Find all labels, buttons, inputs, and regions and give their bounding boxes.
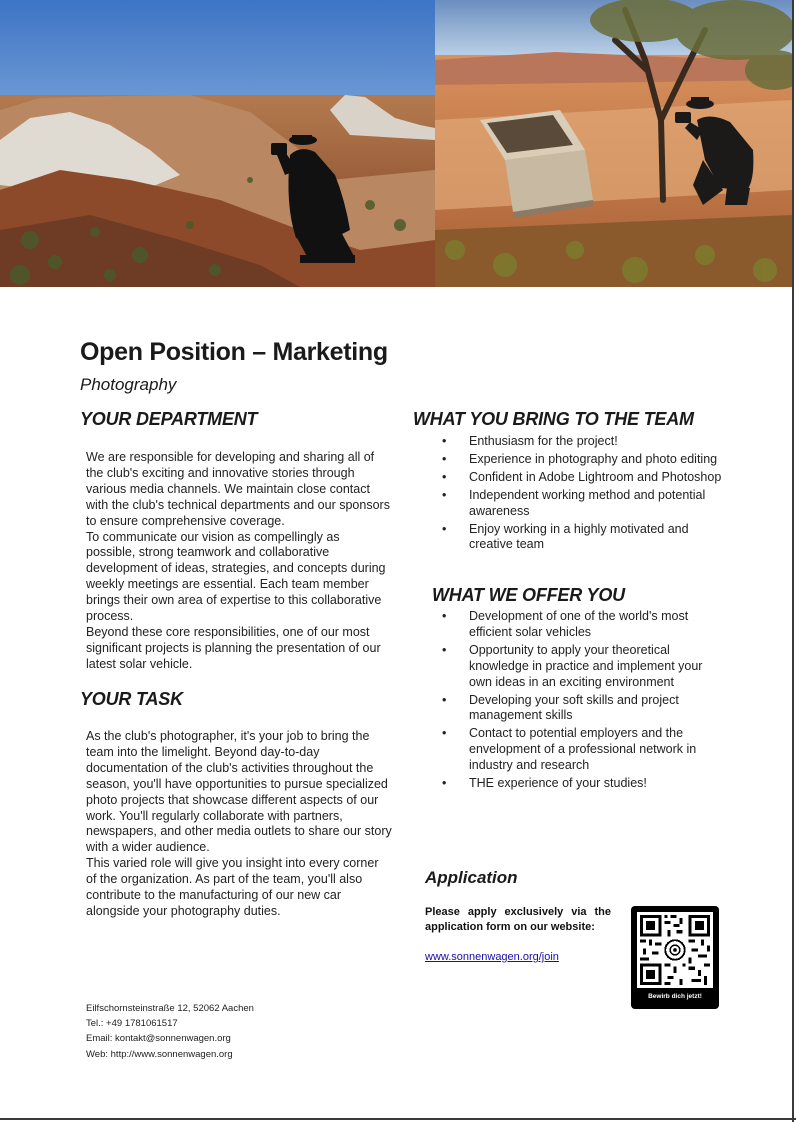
qr-caption: Bewirb dich jetzt! <box>648 993 702 1000</box>
list-item: • Independent working method and potential awareness <box>442 488 731 520</box>
offer-heading: WHAT WE OFFER YOU <box>432 585 625 605</box>
application-text: Please apply exclusively via the application form on our website: <box>425 906 611 933</box>
qr-code[interactable] <box>631 906 719 1009</box>
list-item: • Development of one of the world's most efficient solar vehicles <box>442 609 722 641</box>
bring-heading: WHAT YOU BRING TO THE TEAM <box>413 409 694 429</box>
qr-code-icon <box>637 912 713 988</box>
page-edge-bottom <box>0 1118 796 1120</box>
list-item: • Experience in photography and photo editing <box>442 452 742 468</box>
application-link[interactable]: www.sonnenwagen.org/join <box>425 951 559 963</box>
contact-email: Email: kontakt@sonnenwagen.org <box>86 1033 231 1045</box>
contact-web: Web: http://www.sonnenwagen.org <box>86 1048 233 1060</box>
task-text <box>86 729 392 920</box>
contact-address: Eilfschornsteinstraße 12, 52062 Aachen <box>86 1003 254 1014</box>
contact-block <box>86 1001 254 1062</box>
list-item: • Opportunity to apply your theoretical knowledge in practice and implement your own ideas in an exciting environment <box>442 643 722 691</box>
list-item: • Enjoy working in a highly motivated and creative team <box>442 522 719 554</box>
page-subtitle: Photography <box>80 375 177 394</box>
department-paragraph: To communicate our vision as compellingly as possible, strong teamwork and collaborative development of ideas, strategies, and concepts during weekly meetings are essential. Each team member brings their own area of expertise to this collaborative process. <box>86 529 386 624</box>
header-photo-left <box>0 0 435 287</box>
department-paragraph: Beyond these core responsibilities, one of our most significant projects is planning the presentation of our latest solar vehicle. <box>86 624 381 671</box>
list-item: • Confident in Adobe Lightroom and Photoshop <box>442 470 742 486</box>
application-heading: Application <box>425 868 518 887</box>
task-paragraph: As the club's photographer, it's your job to bring the team into the limelight. Beyond day-to-day documentation of the club's activities throughout the season, you'll have opportunities to pursue specialized photo projects that showcase different aspects of our work. You'll regularly collaborate with partners, newspapers, and other media outlets to share our story with a wider audience. <box>86 729 392 855</box>
department-text <box>86 450 392 673</box>
task-heading: YOUR TASK <box>80 689 183 709</box>
department-paragraph: We are responsible for developing and sharing all of the club's exciting and innovative stories through various media channels. We maintain close contact with the club's technical departments and our sponsors to ensure comprehensive coverage. <box>86 450 390 528</box>
bring-list <box>442 434 742 555</box>
offer-list <box>442 609 722 794</box>
list-item: • Contact to potential employers and the envelopment of a professional network in industry and research <box>442 726 722 774</box>
page-title: Open Position – Marketing <box>80 338 388 366</box>
list-item: • Enthusiasm for the project! <box>442 434 742 450</box>
list-item: • Developing your soft skills and project management skills <box>442 693 722 725</box>
list-item: • THE experience of your studies! <box>442 776 722 792</box>
department-heading: YOUR DEPARTMENT <box>80 409 258 429</box>
page-edge-right <box>792 0 794 1122</box>
task-paragraph: This varied role will give you insight into every corner of the organization. As part of the team, you'll also contribute to the manufacturing of our new car alongside your photography duties. <box>86 856 379 918</box>
header-photo-right <box>435 0 792 287</box>
contact-phone: Tel.: +49 1781061517 <box>86 1018 178 1030</box>
